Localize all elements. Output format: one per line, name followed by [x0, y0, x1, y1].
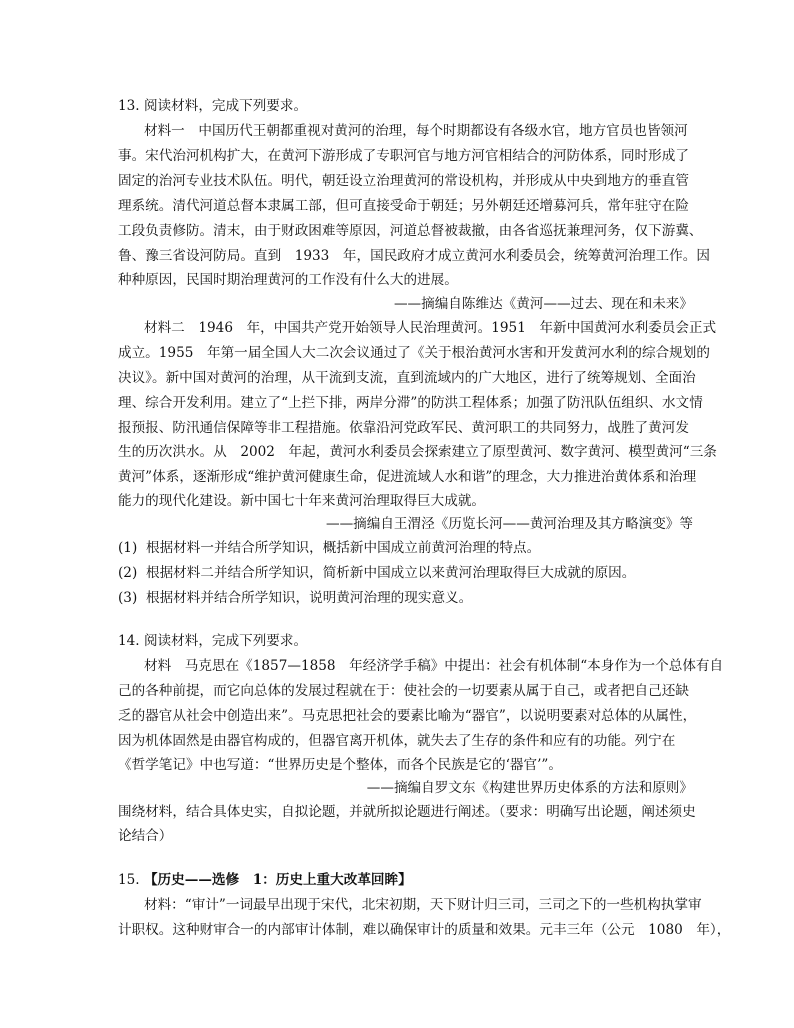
q13-heading: 13. 阅读材料，完成下列要求。	[118, 98, 308, 114]
q13-m1-line: 材料一 中国历代王朝都重视对黄河的治理，每个时期都设有各级水官，地方官员也皆领河	[144, 123, 688, 139]
q15-m-line: 材料：“审计”一词最早出现于宋代，北宋初期，天下财计归三司，三司之下的一些机构执掌审	[144, 897, 702, 913]
q13-m2-line: 材料二 1946 年，中国共产党开始领导人民治理黄河。1951 年新中国黄河水利委员会正式	[144, 320, 717, 336]
q14-m-line: 材料 马克思在《1857—1858 年经济学手稿》中提出：社会有机体制“本身作为一个总体有自	[144, 658, 724, 674]
q13-question-3	[118, 588, 472, 608]
q13-m2-line: 黄河”体系，逐渐形成“维护黄河健康生命，促进流域人水和谐”的理念，大力推进治黄体系和治理	[118, 469, 697, 485]
question-number: (2)	[118, 565, 138, 581]
q15-heading-title: 【历史——选修 1：历史上重大改革回眸】	[143, 872, 412, 888]
q13-m2-line: 理、综合开发利用。建立了“上拦下排，两岸分滞”的防洪工程体系；加强了防汛队伍组织、水文情	[118, 395, 703, 411]
q14-m-line: 因为机体固然是由器官构成的，但器官离开机体，就失去了生存的条件和应有的功能。列宁在	[118, 733, 676, 749]
q15-m-line: 计职权。这种财审合一的内部审计体制，难以确保审计的质量和效果。元丰三年（公元 1080 年），	[118, 922, 731, 938]
q13-m1-line: 鲁、豫三省设河防局。直到 1933 年，国民政府才成立黄河水利委员会，统筹黄河治理工作。因	[118, 248, 710, 264]
q13-question-2	[118, 563, 635, 583]
question-text: 根据材料一并结合所学知识，概括新中国成立前黄河治理的特点。	[146, 540, 541, 556]
q13-m2-line: 决议》。新中国对黄河的治理，从干流到支流，直到流域内的广大地区，进行了统筹规划、全面治	[118, 370, 696, 386]
q13-question-1	[118, 538, 540, 558]
q13-m1-line: 固定的治河专业技术队伍。明代，朝廷设立治理黄河的常设机构，并形成从中央到地方的垂直管	[118, 173, 689, 189]
question-number: (3)	[118, 590, 138, 606]
q14-task-line: 围绕材料，结合具体史实，自拟论题，并就所拟论题进行阐述。（要求：明确写出论题，阐述须史	[118, 804, 696, 820]
q13-m1-line: 理系统。清代河道总督本隶属工部，但可直接受命于朝廷；另外朝廷还增募河兵，常年驻守在险	[118, 198, 689, 214]
q13-m2-source: ——摘编自王渭泾《历览长河——黄河治理及其方略演变》等	[325, 516, 693, 532]
q13-m1-source: ——摘编自陈维达《黄河——过去、现在和未来》	[393, 296, 693, 312]
q14-m-line: 乏的器官从社会中创造出来”。马克思把社会的要素比喻为“器官”，以说明要素对总体的从属性，	[118, 708, 697, 724]
q15-heading	[118, 870, 412, 890]
q14-m-line: 己的各种前提，而它向总体的发展过程就在于：使社会的一切要素从属于自己，或者把自己还缺	[118, 683, 689, 699]
question-number: (1)	[118, 540, 138, 556]
question-text: 根据材料二并结合所学知识，简析新中国成立以来黄河治理取得巨大成就的原因。	[146, 565, 636, 581]
q14-m-line: 《哲学笔记》中也写道：“世界历史是个整体，而各个民族是它的‘器官’”。	[118, 757, 562, 773]
question-number: 15.	[118, 872, 140, 888]
q13-m2-line: 成立。1955 年第一届全国人大二次会议通过了《关于根治黄河水害和开发黄河水利的综合规划的	[118, 345, 710, 361]
q13-m2-line: 能力的现代化建设。新中国七十年来黄河治理取得巨大成就。	[118, 493, 486, 509]
q14-task-line: 论结合）	[118, 828, 173, 844]
q13-m1-line: 种种原因，民国时期治理黄河的工作没有什么大的进展。	[118, 272, 458, 288]
q13-m1-line: 工段负责修防。清末，由于财政困难等原因，河道总督被裁撤，由各省巡抚兼理河务，仅下游冀、	[118, 223, 703, 239]
q14-source: ——摘编自罗文东《构建世界历史体系的方法和原则》	[366, 780, 693, 796]
q13-m2-line: 生的历次洪水。从 2002 年起，黄河水利委员会探索建立了原型黄河、数字黄河、模型黄河“三条	[118, 444, 717, 460]
q13-m2-line: 报预报、防汛通信保障等非工程措施。依靠沿河党政军民、黄河职工的共同努力，战胜了黄河发	[118, 420, 689, 436]
question-text: 根据材料并结合所学知识，说明黄河治理的现实意义。	[146, 590, 473, 606]
q13-m1-line: 事。宋代治河机构扩大，在黄河下游形成了专职河官与地方河官相结合的河防体系，同时形成了	[118, 148, 689, 164]
q14-heading: 14. 阅读材料，完成下列要求。	[118, 633, 308, 649]
